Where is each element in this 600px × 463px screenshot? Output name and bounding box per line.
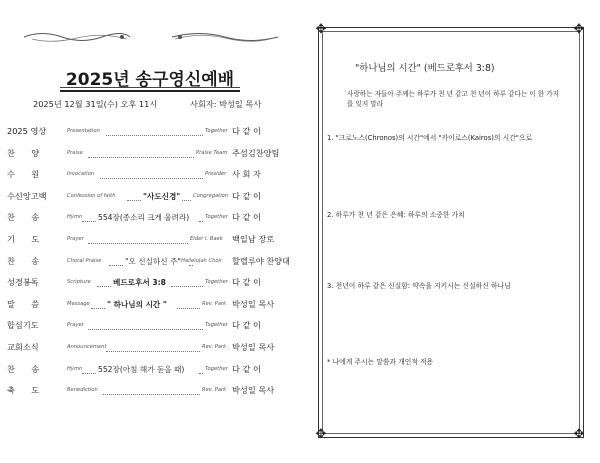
item-role: Hallelujah Choir bbox=[181, 257, 223, 264]
leader-dots bbox=[88, 149, 194, 158]
item-role: Together bbox=[205, 214, 228, 221]
leader-dots bbox=[199, 213, 203, 222]
corner-flourish-icon: ✥ bbox=[573, 427, 585, 442]
item-detail: "사도신경" bbox=[143, 191, 181, 201]
item-leader: 박성일 목사 bbox=[232, 298, 275, 309]
item-role: Rev. Park bbox=[202, 344, 227, 350]
item-role: Rev. Park bbox=[202, 300, 227, 307]
title-rule bbox=[60, 87, 240, 88]
item-role: Presider bbox=[205, 171, 227, 178]
service-item bbox=[0, 364, 300, 378]
item-label: 성경봉독 bbox=[7, 277, 39, 288]
leader-dots bbox=[199, 365, 203, 374]
bulletin-title: 2025년 송구영신예배 bbox=[65, 70, 235, 90]
item-label: 찬 송 bbox=[7, 255, 40, 266]
item-english: Presentation bbox=[67, 128, 100, 134]
item-label: 수 원 bbox=[7, 169, 40, 180]
sermon-point: 2. 하루가 천 년 같은 은혜: 하루의 소중한 가치 bbox=[327, 211, 465, 219]
leader-dots bbox=[97, 278, 111, 287]
leader-dots bbox=[100, 170, 203, 179]
title-rule-thick bbox=[60, 90, 240, 92]
sermon-point: 3. 천년이 하루 같은 신실함: 약속을 지키시는 신실하신 하나님 bbox=[327, 282, 511, 290]
item-english: Benediction bbox=[67, 387, 98, 394]
leader-dots bbox=[177, 300, 200, 309]
item-leader: 다 같 이 bbox=[232, 190, 261, 201]
ornament-left-icon bbox=[22, 30, 132, 44]
service-item bbox=[0, 191, 300, 205]
item-role: Together bbox=[205, 128, 228, 134]
item-english: Prayer bbox=[67, 236, 84, 242]
item-label: 말 씀 bbox=[7, 298, 40, 309]
service-item bbox=[0, 256, 300, 270]
corner-flourish-icon: ✥ bbox=[315, 427, 327, 442]
service-item bbox=[0, 277, 300, 291]
item-label: 찬 송 bbox=[7, 212, 40, 223]
service-item bbox=[0, 169, 300, 183]
item-english: Scripture bbox=[67, 279, 91, 286]
item-role: Elder I. Baek bbox=[190, 236, 223, 242]
service-item bbox=[0, 212, 300, 226]
item-leader: 백일남 장로 bbox=[232, 234, 275, 244]
application-note: * 나에게 주시는 말씀과 개인적 적용 bbox=[327, 358, 434, 366]
scripture-text: 사랑하는 자들아 주께는 하루가 천 년 같고 천 년이 하루 같다는 이 한 가지를 잊지 말라 bbox=[347, 90, 559, 108]
service-date: 2025년 12월 31일(수) 오후 11시 bbox=[33, 99, 158, 109]
item-role: Praise Team bbox=[196, 149, 228, 156]
item-label: 합심기도 bbox=[7, 320, 39, 331]
item-leader: 박성일 목사 bbox=[232, 342, 275, 352]
item-leader: 다 같 이 bbox=[232, 363, 261, 374]
leader-dots bbox=[88, 321, 203, 330]
item-label: 찬 양 bbox=[7, 147, 40, 158]
leader-dots bbox=[91, 300, 105, 309]
item-english: Choral Praise bbox=[67, 257, 102, 264]
item-leader: 할렐루야 찬양대 bbox=[232, 255, 290, 266]
item-leader: 박성일 목사 bbox=[232, 385, 275, 396]
leader-dots bbox=[109, 257, 123, 266]
item-role: Together bbox=[205, 279, 228, 286]
item-leader: 다 같 이 bbox=[232, 277, 261, 288]
sermon-notes-page bbox=[300, 0, 600, 463]
item-english: Hymn bbox=[67, 214, 83, 221]
item-label: 2025 영상 bbox=[7, 126, 47, 136]
item-leader: 다 같 이 bbox=[232, 126, 261, 136]
item-english: Confession of faith bbox=[67, 192, 116, 199]
item-detail: "오 신실하신 주" bbox=[125, 256, 181, 266]
item-english: Hymn bbox=[67, 365, 83, 372]
item-label: 축 도 bbox=[7, 385, 40, 396]
item-english: Praise bbox=[67, 149, 83, 156]
item-label: 교회소식 bbox=[7, 342, 39, 352]
item-leader: 주섬김찬양팀 bbox=[232, 147, 280, 158]
service-item bbox=[0, 385, 300, 399]
item-english: Message bbox=[67, 300, 90, 307]
leader-dots bbox=[182, 192, 191, 201]
item-role: Congregation bbox=[193, 192, 229, 199]
service-item bbox=[0, 320, 300, 334]
item-detail: 554장(종소리 크게 울려라) bbox=[98, 213, 190, 223]
item-role: Rev. Park bbox=[202, 387, 227, 394]
service-item bbox=[0, 299, 300, 313]
item-role: Together bbox=[205, 322, 228, 329]
item-english: Announcement bbox=[67, 344, 107, 350]
item-leader: 사 회 자 bbox=[232, 169, 261, 180]
item-label: 기 도 bbox=[7, 234, 40, 244]
presider: 사회자: 박성일 목사 bbox=[190, 99, 262, 109]
leader-dots bbox=[106, 343, 200, 352]
service-item bbox=[0, 234, 300, 248]
leader-dots bbox=[82, 365, 96, 374]
item-leader: 다 같 이 bbox=[232, 320, 261, 331]
item-english: Invocation bbox=[67, 171, 95, 178]
leader-dots bbox=[106, 127, 203, 136]
item-english: Prayer bbox=[67, 322, 84, 329]
item-detail: " 하나님의 시간 " bbox=[107, 299, 167, 309]
corner-flourish-icon: ✥ bbox=[573, 22, 585, 37]
item-role: Together bbox=[205, 365, 228, 372]
ornament-right-icon bbox=[170, 30, 280, 44]
sermon-title: "하나님의 시간" (베드로후서 3:8) bbox=[355, 63, 495, 74]
leader-dots bbox=[88, 235, 188, 244]
leader-dots bbox=[127, 192, 141, 201]
item-detail: 베드로후서 3:8 bbox=[113, 278, 166, 288]
leader-dots bbox=[103, 386, 200, 395]
item-label: 수신앙고백 bbox=[7, 190, 47, 201]
service-item bbox=[0, 342, 300, 356]
sermon-point: 1. "크로노스(Chronos)의 시간"에서 "카이로스(Kairos)의 시간"으로 bbox=[327, 134, 533, 142]
service-item bbox=[0, 148, 300, 162]
leader-dots bbox=[171, 278, 203, 287]
item-detail: 552장(아침 해가 돋을 때) bbox=[98, 364, 185, 374]
service-item bbox=[0, 126, 300, 140]
corner-flourish-icon: ✥ bbox=[315, 22, 327, 37]
item-label: 찬 송 bbox=[7, 363, 40, 374]
item-leader: 다 같 이 bbox=[232, 212, 261, 223]
leader-dots bbox=[82, 213, 96, 222]
